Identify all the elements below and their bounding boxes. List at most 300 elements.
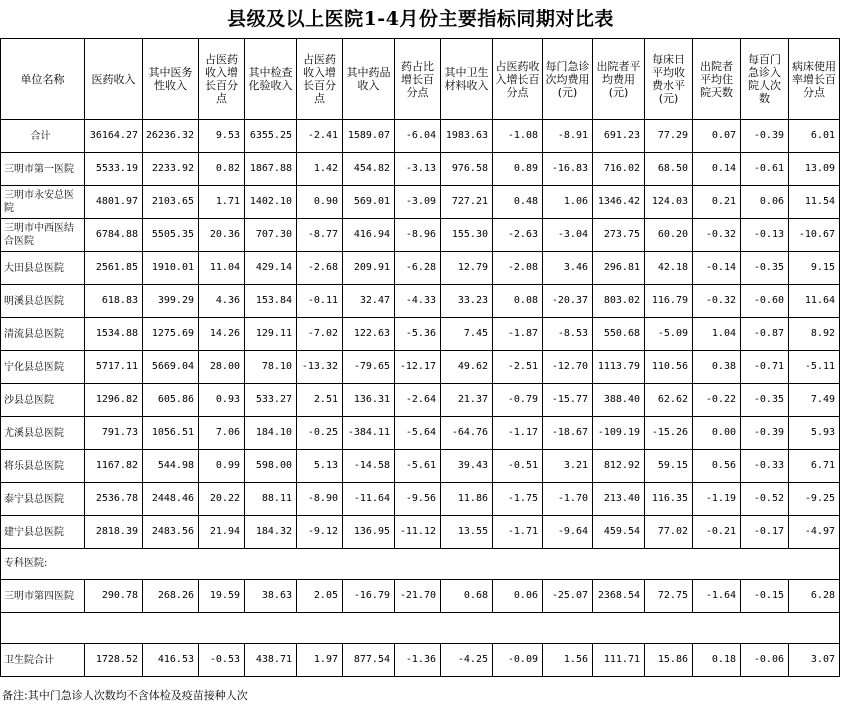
value-cell: -0.53 [199, 644, 245, 677]
empty-cell [343, 549, 395, 580]
value-cell: 68.50 [645, 153, 693, 186]
unit-name-cell: 尤溪县总医院 [1, 417, 85, 450]
value-cell: 5.93 [789, 417, 840, 450]
value-cell: -8.96 [395, 219, 441, 252]
value-cell: 0.48 [493, 186, 543, 219]
empty-cell [789, 549, 840, 580]
value-cell: -6.04 [395, 120, 441, 153]
value-cell: 4801.97 [85, 186, 143, 219]
value-cell: 812.92 [593, 450, 645, 483]
table-row [1, 644, 840, 677]
value-cell: 6.71 [789, 450, 840, 483]
table-row [1, 219, 840, 252]
value-cell: -5.36 [395, 318, 441, 351]
value-cell: 42.18 [645, 252, 693, 285]
value-cell: 14.26 [199, 318, 245, 351]
value-cell: -13.32 [297, 351, 343, 384]
empty-cell [199, 549, 245, 580]
value-cell: 0.38 [693, 351, 741, 384]
value-cell: 533.27 [245, 384, 297, 417]
value-cell: 32.47 [343, 285, 395, 318]
value-cell: 2483.56 [143, 516, 199, 549]
value-cell: -20.37 [543, 285, 593, 318]
value-cell: -0.09 [493, 644, 543, 677]
value-cell: -0.21 [693, 516, 741, 549]
empty-cell [789, 613, 840, 644]
value-cell: 290.78 [85, 580, 143, 613]
column-header: 医药收入 [85, 39, 143, 120]
column-header: 病床使用率增长百分点 [789, 39, 840, 120]
value-cell: -10.67 [789, 219, 840, 252]
value-cell: 60.20 [645, 219, 693, 252]
value-cell: -11.12 [395, 516, 441, 549]
value-cell: 0.99 [199, 450, 245, 483]
value-cell: 21.94 [199, 516, 245, 549]
empty-cell [297, 613, 343, 644]
value-cell: 110.56 [645, 351, 693, 384]
column-header: 出院者平均住院天数 [693, 39, 741, 120]
value-cell: 77.29 [645, 120, 693, 153]
value-cell: -79.65 [343, 351, 395, 384]
value-cell: -9.12 [297, 516, 343, 549]
value-cell: -3.13 [395, 153, 441, 186]
value-cell: 0.89 [493, 153, 543, 186]
value-cell: -0.17 [741, 516, 789, 549]
unit-name-cell: 三明市中西医结合医院 [1, 219, 85, 252]
value-cell: 618.83 [85, 285, 143, 318]
footnote: 备注:其中门急诊人次数均不含体检及疫苗接种人次 [2, 689, 248, 702]
value-cell: -0.11 [297, 285, 343, 318]
value-cell: 11.54 [789, 186, 840, 219]
value-cell: 4.36 [199, 285, 245, 318]
value-cell: -0.32 [693, 285, 741, 318]
value-cell: -0.87 [741, 318, 789, 351]
empty-cell [245, 613, 297, 644]
value-cell: 2448.46 [143, 483, 199, 516]
empty-cell [441, 613, 493, 644]
value-cell: 20.36 [199, 219, 245, 252]
value-cell: 388.40 [593, 384, 645, 417]
value-cell: -16.79 [343, 580, 395, 613]
value-cell: -0.52 [741, 483, 789, 516]
table-row [1, 351, 840, 384]
empty-cell [199, 613, 245, 644]
value-cell: 0.14 [693, 153, 741, 186]
empty-cell [143, 613, 199, 644]
empty-cell [441, 549, 493, 580]
value-cell: -1.71 [493, 516, 543, 549]
unit-name-cell: 三明市第一医院 [1, 153, 85, 186]
value-cell: -7.02 [297, 318, 343, 351]
value-cell: 438.71 [245, 644, 297, 677]
column-header: 其中检查化验收入 [245, 39, 297, 120]
value-cell: 1275.69 [143, 318, 199, 351]
value-cell: -1.64 [693, 580, 741, 613]
value-cell: 6784.88 [85, 219, 143, 252]
value-cell: 184.32 [245, 516, 297, 549]
value-cell: -9.25 [789, 483, 840, 516]
value-cell: 0.06 [741, 186, 789, 219]
column-header: 占医药收入增长百分点 [493, 39, 543, 120]
unit-name-cell: 将乐县总医院 [1, 450, 85, 483]
value-cell: -0.79 [493, 384, 543, 417]
column-header: 其中卫生材料收入 [441, 39, 493, 120]
unit-name-cell: 合计 [1, 120, 85, 153]
value-cell: 8.92 [789, 318, 840, 351]
value-cell: -0.15 [741, 580, 789, 613]
value-cell: -0.60 [741, 285, 789, 318]
value-cell: 1402.10 [245, 186, 297, 219]
value-cell: 1.71 [199, 186, 245, 219]
empty-cell [245, 549, 297, 580]
value-cell: 268.26 [143, 580, 199, 613]
value-cell: 6.01 [789, 120, 840, 153]
value-cell: 124.03 [645, 186, 693, 219]
value-cell: 0.18 [693, 644, 741, 677]
value-cell: -2.41 [297, 120, 343, 153]
value-cell: 544.98 [143, 450, 199, 483]
value-cell: 598.00 [245, 450, 297, 483]
value-cell: 0.00 [693, 417, 741, 450]
column-header: 占医药收入增长百分点 [199, 39, 245, 120]
value-cell: 5.13 [297, 450, 343, 483]
value-cell: -1.36 [395, 644, 441, 677]
value-cell: 454.82 [343, 153, 395, 186]
value-cell: -0.39 [741, 120, 789, 153]
value-cell: 877.54 [343, 644, 395, 677]
value-cell: 1.04 [693, 318, 741, 351]
value-cell: 26236.32 [143, 120, 199, 153]
page-title: 县级及以上医院1-4月份主要指标同期对比表 [227, 8, 614, 30]
value-cell: -15.77 [543, 384, 593, 417]
value-cell: 78.10 [245, 351, 297, 384]
empty-cell [693, 613, 741, 644]
unit-name-cell: 大田县总医院 [1, 252, 85, 285]
column-header: 每百门急诊入院人次数 [741, 39, 789, 120]
column-header: 出院者平均费用(元) [593, 39, 645, 120]
value-cell: 605.86 [143, 384, 199, 417]
value-cell: 5533.19 [85, 153, 143, 186]
unit-name-cell: 卫生院合计 [1, 644, 85, 677]
value-cell: 550.68 [593, 318, 645, 351]
empty-cell [741, 549, 789, 580]
value-cell: 1534.88 [85, 318, 143, 351]
value-cell: -0.61 [741, 153, 789, 186]
value-cell: 38.63 [245, 580, 297, 613]
value-cell: 21.37 [441, 384, 493, 417]
value-cell: -109.19 [593, 417, 645, 450]
value-cell: -0.51 [493, 450, 543, 483]
section-label: 专科医院: [1, 549, 85, 580]
table-header-row [1, 39, 840, 120]
value-cell: 77.02 [645, 516, 693, 549]
value-cell: 416.94 [343, 219, 395, 252]
value-cell: 1728.52 [85, 644, 143, 677]
empty-cell [395, 613, 441, 644]
value-cell: 0.93 [199, 384, 245, 417]
value-cell: 11.86 [441, 483, 493, 516]
value-cell: 803.02 [593, 285, 645, 318]
value-cell: 273.75 [593, 219, 645, 252]
value-cell: -0.39 [741, 417, 789, 450]
value-cell: 0.82 [199, 153, 245, 186]
value-cell: 6.28 [789, 580, 840, 613]
value-cell: 1910.01 [143, 252, 199, 285]
value-cell: -8.77 [297, 219, 343, 252]
table-row [1, 580, 840, 613]
value-cell: 429.14 [245, 252, 297, 285]
value-cell: 122.63 [343, 318, 395, 351]
value-cell: -14.58 [343, 450, 395, 483]
value-cell: 213.40 [593, 483, 645, 516]
value-cell: 1113.79 [593, 351, 645, 384]
value-cell: 116.79 [645, 285, 693, 318]
value-cell: 2536.78 [85, 483, 143, 516]
value-cell: -4.33 [395, 285, 441, 318]
value-cell: 569.01 [343, 186, 395, 219]
value-cell: -0.32 [693, 219, 741, 252]
value-cell: -1.19 [693, 483, 741, 516]
value-cell: 11.64 [789, 285, 840, 318]
value-cell: -1.87 [493, 318, 543, 351]
column-header: 每床日平均收费水平(元) [645, 39, 693, 120]
empty-cell [543, 549, 593, 580]
empty-cell [1, 613, 85, 644]
value-cell: -2.51 [493, 351, 543, 384]
table-row [1, 285, 840, 318]
table-row [1, 186, 840, 219]
empty-cell [493, 549, 543, 580]
value-cell: -64.76 [441, 417, 493, 450]
value-cell: -8.91 [543, 120, 593, 153]
value-cell: 15.86 [645, 644, 693, 677]
unit-name-cell: 宁化县总医院 [1, 351, 85, 384]
value-cell: -12.17 [395, 351, 441, 384]
unit-name-cell: 沙县总医院 [1, 384, 85, 417]
value-cell: 7.49 [789, 384, 840, 417]
empty-cell [645, 613, 693, 644]
value-cell: 3.21 [543, 450, 593, 483]
value-cell: 12.79 [441, 252, 493, 285]
value-cell: 1.06 [543, 186, 593, 219]
column-header: 药占比增长百分点 [395, 39, 441, 120]
value-cell: 0.07 [693, 120, 741, 153]
value-cell: 6355.25 [245, 120, 297, 153]
empty-cell [593, 549, 645, 580]
value-cell: -5.11 [789, 351, 840, 384]
table-body [1, 120, 840, 677]
empty-cell [493, 613, 543, 644]
value-cell: 5505.35 [143, 219, 199, 252]
empty-cell [343, 613, 395, 644]
value-cell: 2561.85 [85, 252, 143, 285]
value-cell: 36164.27 [85, 120, 143, 153]
value-cell: -15.26 [645, 417, 693, 450]
value-cell: 459.54 [593, 516, 645, 549]
value-cell: 111.71 [593, 644, 645, 677]
value-cell: 136.95 [343, 516, 395, 549]
unit-name-cell: 清流县总医院 [1, 318, 85, 351]
empty-cell [645, 549, 693, 580]
table-row [1, 516, 840, 549]
value-cell: 1867.88 [245, 153, 297, 186]
value-cell: 5669.04 [143, 351, 199, 384]
value-cell: -2.08 [493, 252, 543, 285]
column-header-unit-name: 单位名称 [1, 39, 85, 120]
value-cell: 153.84 [245, 285, 297, 318]
column-header: 每门急诊次均费用(元) [543, 39, 593, 120]
value-cell: -0.33 [741, 450, 789, 483]
table-row [1, 120, 840, 153]
value-cell: -0.14 [693, 252, 741, 285]
column-header: 占医药收入增长百分点 [297, 39, 343, 120]
value-cell: -0.35 [741, 384, 789, 417]
value-cell: -11.64 [343, 483, 395, 516]
value-cell: -384.11 [343, 417, 395, 450]
value-cell: 59.15 [645, 450, 693, 483]
value-cell: 1167.82 [85, 450, 143, 483]
value-cell: 416.53 [143, 644, 199, 677]
unit-name-cell: 三明市第四医院 [1, 580, 85, 613]
value-cell: 399.29 [143, 285, 199, 318]
value-cell: 976.58 [441, 153, 493, 186]
value-cell: 129.11 [245, 318, 297, 351]
value-cell: -9.64 [543, 516, 593, 549]
spacer-row [1, 613, 840, 644]
value-cell: 716.02 [593, 153, 645, 186]
value-cell: -21.70 [395, 580, 441, 613]
column-header: 其中药品收入 [343, 39, 395, 120]
value-cell: -0.22 [693, 384, 741, 417]
value-cell: 2.51 [297, 384, 343, 417]
value-cell: 155.30 [441, 219, 493, 252]
value-cell: -2.68 [297, 252, 343, 285]
unit-name-cell: 泰宁县总医院 [1, 483, 85, 516]
value-cell: 3.46 [543, 252, 593, 285]
value-cell: 1.56 [543, 644, 593, 677]
value-cell: 19.59 [199, 580, 245, 613]
value-cell: -2.63 [493, 219, 543, 252]
value-cell: -9.56 [395, 483, 441, 516]
value-cell: 1056.51 [143, 417, 199, 450]
value-cell: 0.90 [297, 186, 343, 219]
value-cell: 7.45 [441, 318, 493, 351]
value-cell: 62.62 [645, 384, 693, 417]
value-cell: -18.67 [543, 417, 593, 450]
value-cell: 13.09 [789, 153, 840, 186]
column-header: 其中医务性收入 [143, 39, 199, 120]
value-cell: 1983.63 [441, 120, 493, 153]
value-cell: -25.07 [543, 580, 593, 613]
table-row [1, 318, 840, 351]
value-cell: 5717.11 [85, 351, 143, 384]
empty-cell [85, 549, 143, 580]
value-cell: -1.08 [493, 120, 543, 153]
value-cell: -8.53 [543, 318, 593, 351]
value-cell: 296.81 [593, 252, 645, 285]
table-row [1, 252, 840, 285]
value-cell: 707.30 [245, 219, 297, 252]
value-cell: 791.73 [85, 417, 143, 450]
empty-cell [85, 613, 143, 644]
value-cell: -5.61 [395, 450, 441, 483]
value-cell: 13.55 [441, 516, 493, 549]
section-label-row [1, 549, 840, 580]
value-cell: 39.43 [441, 450, 493, 483]
value-cell: 2.05 [297, 580, 343, 613]
value-cell: 7.06 [199, 417, 245, 450]
indicator-table [0, 38, 840, 677]
table-row [1, 384, 840, 417]
value-cell: -0.13 [741, 219, 789, 252]
value-cell: -16.83 [543, 153, 593, 186]
value-cell: 2233.92 [143, 153, 199, 186]
value-cell: 2103.65 [143, 186, 199, 219]
empty-cell [741, 613, 789, 644]
value-cell: -0.35 [741, 252, 789, 285]
value-cell: 727.21 [441, 186, 493, 219]
value-cell: 88.11 [245, 483, 297, 516]
value-cell: -5.64 [395, 417, 441, 450]
value-cell: 1346.42 [593, 186, 645, 219]
value-cell: -0.71 [741, 351, 789, 384]
value-cell: 0.21 [693, 186, 741, 219]
table-row [1, 483, 840, 516]
value-cell: 136.31 [343, 384, 395, 417]
value-cell: 0.56 [693, 450, 741, 483]
empty-cell [395, 549, 441, 580]
empty-cell [543, 613, 593, 644]
value-cell: -6.28 [395, 252, 441, 285]
value-cell: 0.68 [441, 580, 493, 613]
value-cell: -4.97 [789, 516, 840, 549]
unit-name-cell: 明溪县总医院 [1, 285, 85, 318]
value-cell: -3.04 [543, 219, 593, 252]
value-cell: 1.42 [297, 153, 343, 186]
empty-cell [297, 549, 343, 580]
value-cell: -1.17 [493, 417, 543, 450]
value-cell: 33.23 [441, 285, 493, 318]
value-cell: -1.70 [543, 483, 593, 516]
value-cell: -5.09 [645, 318, 693, 351]
empty-cell [693, 549, 741, 580]
value-cell: 1589.07 [343, 120, 395, 153]
table-row [1, 153, 840, 186]
table-row [1, 417, 840, 450]
value-cell: 28.00 [199, 351, 245, 384]
value-cell: -3.09 [395, 186, 441, 219]
value-cell: 49.62 [441, 351, 493, 384]
value-cell: 1296.82 [85, 384, 143, 417]
value-cell: 0.06 [493, 580, 543, 613]
value-cell: 209.91 [343, 252, 395, 285]
value-cell: -1.75 [493, 483, 543, 516]
value-cell: 9.53 [199, 120, 245, 153]
value-cell: 184.10 [245, 417, 297, 450]
value-cell: -8.90 [297, 483, 343, 516]
value-cell: 116.35 [645, 483, 693, 516]
value-cell: 72.75 [645, 580, 693, 613]
value-cell: 691.23 [593, 120, 645, 153]
empty-cell [143, 549, 199, 580]
value-cell: 11.04 [199, 252, 245, 285]
unit-name-cell: 三明市永安总医院 [1, 186, 85, 219]
table-row [1, 450, 840, 483]
value-cell: 3.07 [789, 644, 840, 677]
unit-name-cell: 建宁县总医院 [1, 516, 85, 549]
value-cell: 9.15 [789, 252, 840, 285]
value-cell: 20.22 [199, 483, 245, 516]
